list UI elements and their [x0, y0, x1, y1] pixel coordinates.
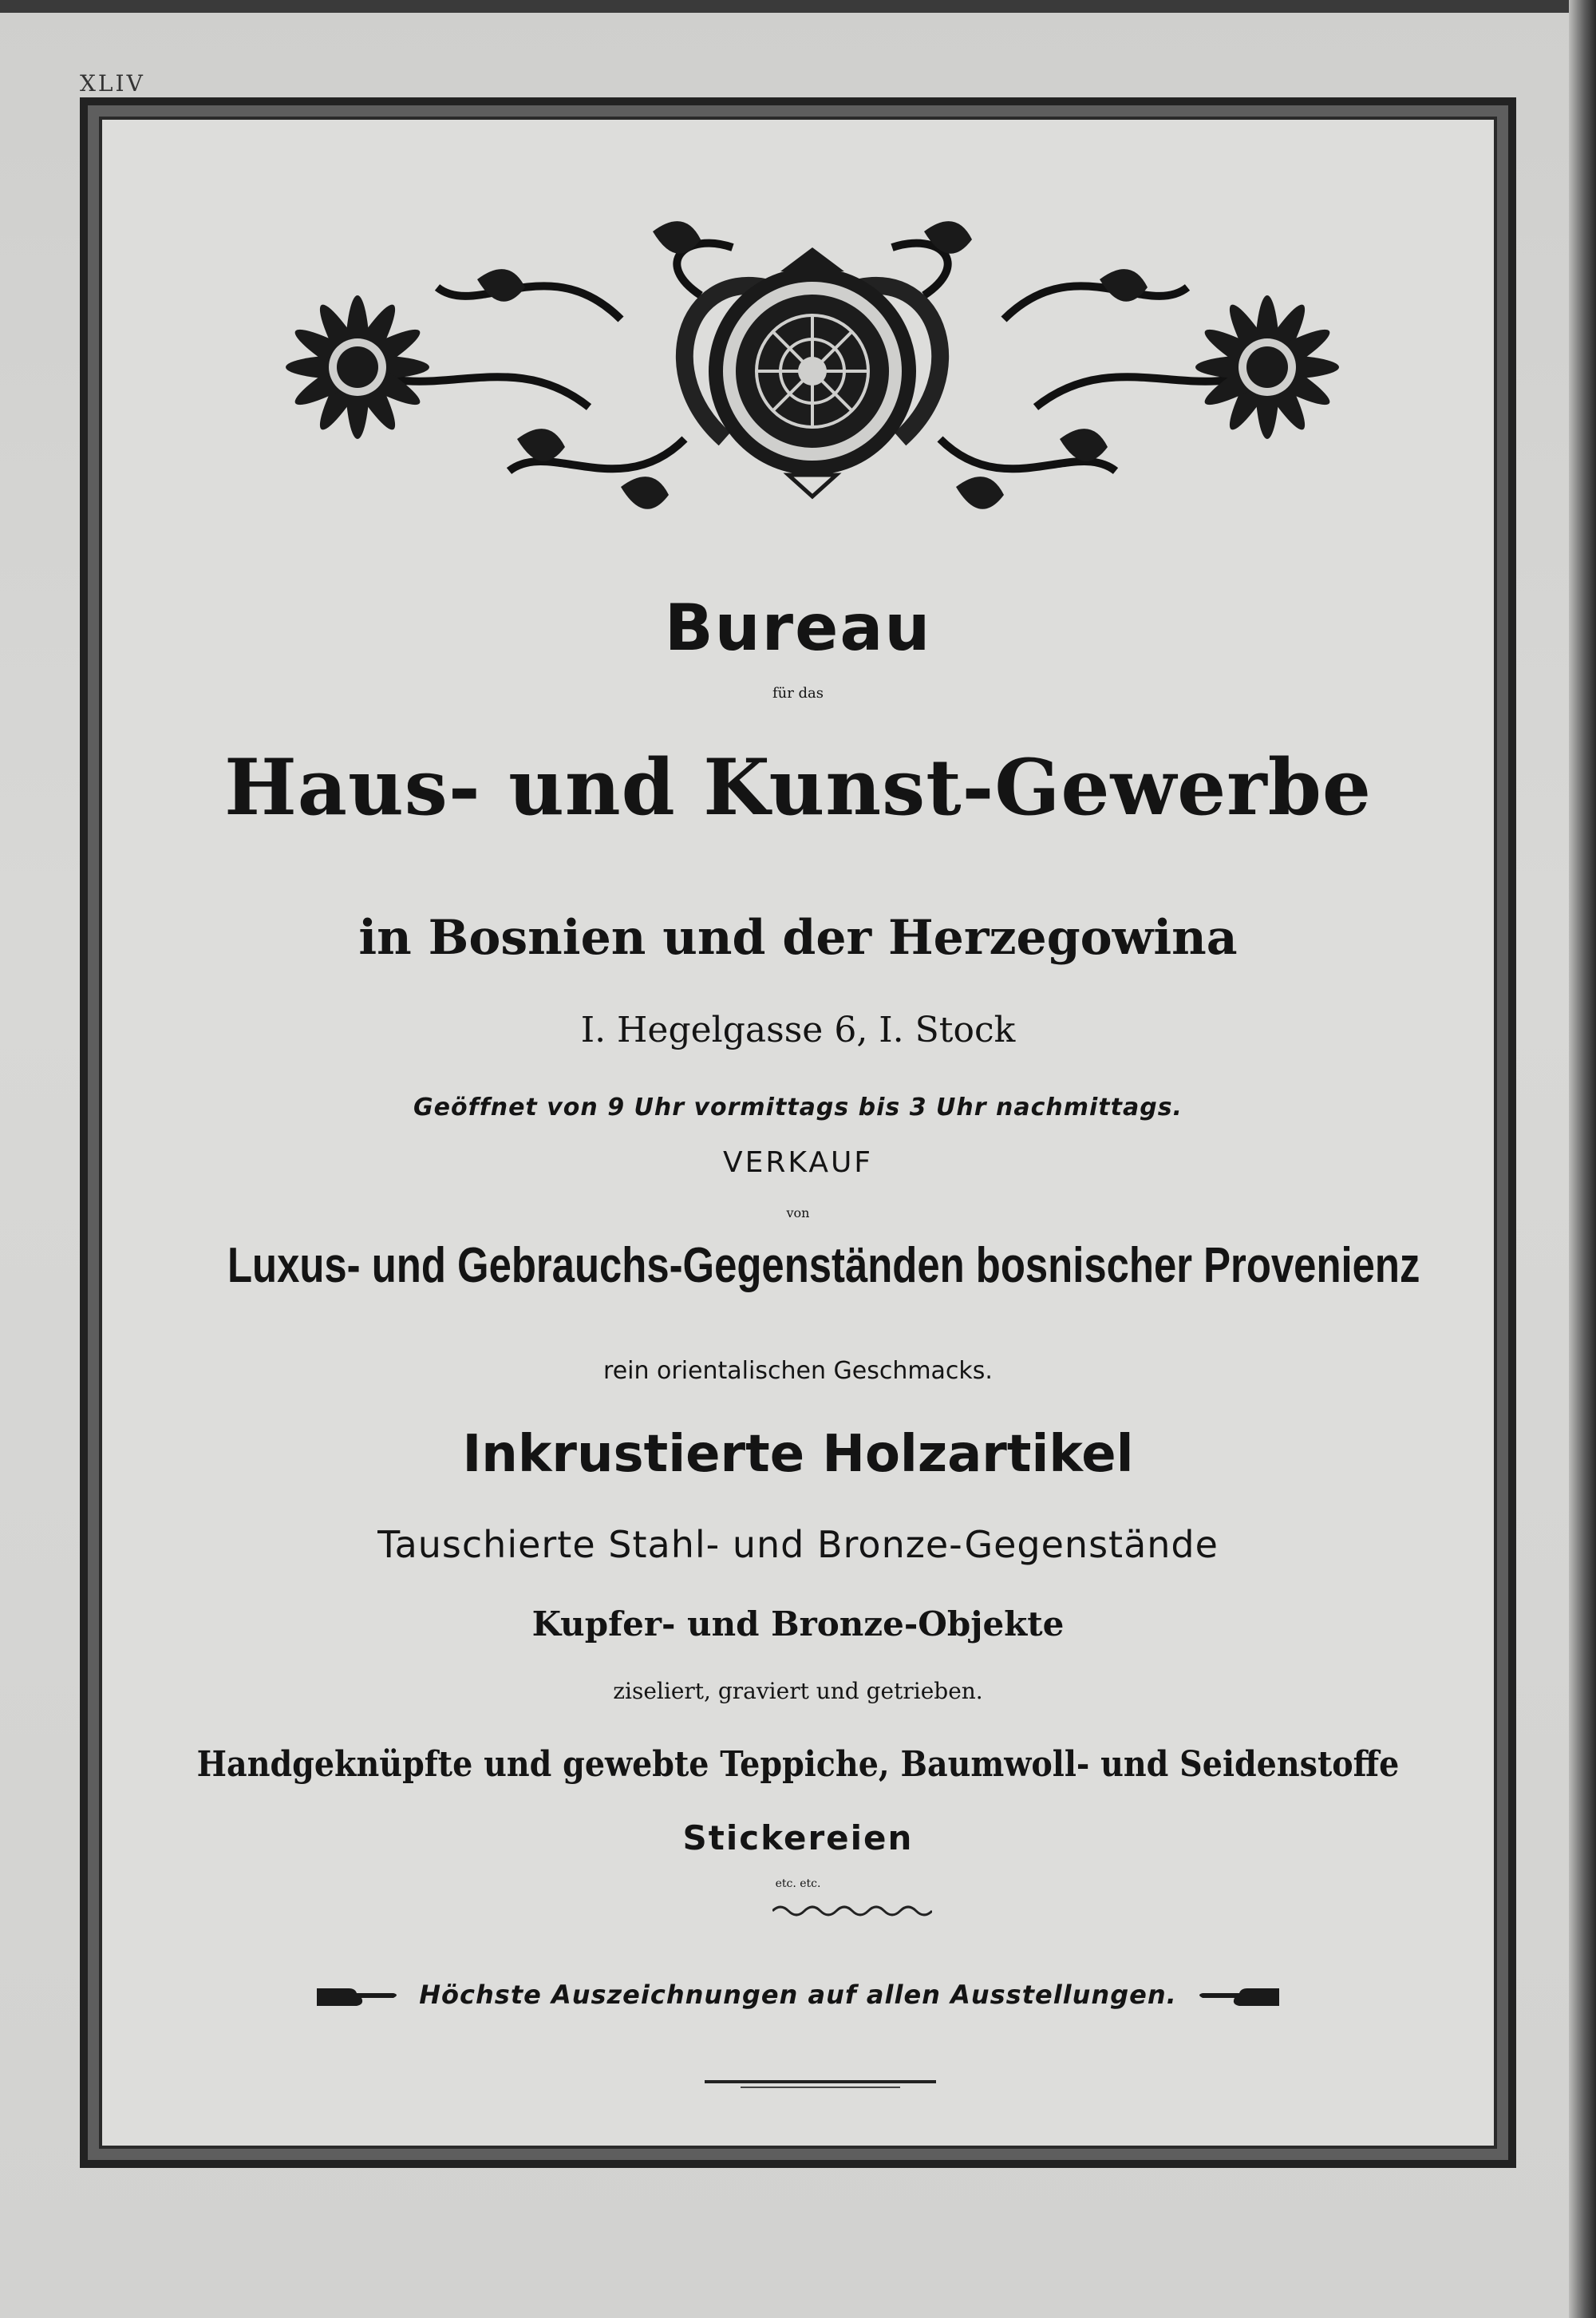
- ad-region: in Bosnien und der Herzegowina: [358, 910, 1238, 966]
- pointing-hand-left-icon: [1195, 1982, 1282, 2007]
- ad-sale-items: Luxus- und Gebrauchs-Gegenständen bosnischer Provenienz: [227, 1238, 1420, 1293]
- ad-awards: Höchste Auszeichnungen auf allen Ausstellungen.: [419, 1980, 1177, 2010]
- ad-opening-hours: Geöffnet von 9 Uhr vormittags bis 3 Uhr nachmittags.: [413, 1094, 1183, 1121]
- ad-product-steel-bronze: Tauschierte Stahl- und Bronze-Gegenstände: [377, 1523, 1219, 1566]
- advertisement-content: [102, 120, 1494, 2146]
- top-scan-edge: [0, 0, 1596, 13]
- advertisement-panel: [99, 117, 1497, 2149]
- right-scan-edge: [1569, 0, 1596, 2318]
- ad-product-textiles: Handgeknüpfte und gewebte Teppiche, Baumwoll- und Seidenstoffe: [196, 1744, 1400, 1785]
- ad-preposition: für das: [772, 685, 824, 702]
- ad-title: Bureau: [664, 591, 932, 665]
- awards-row: [102, 1980, 1494, 2010]
- ad-product-copper: Kupfer- und Bronze-Objekte: [531, 1604, 1065, 1644]
- ad-product-embroidery: Stickereien: [682, 1818, 914, 1857]
- bottom-rule: [705, 2080, 936, 2083]
- ad-address: I. Hegelgasse 6, I. Stock: [580, 1010, 1016, 1050]
- bottom-rule-secondary: [741, 2087, 900, 2088]
- ad-product-wood: Inkrustierte Holzartikel: [462, 1425, 1134, 1484]
- pointing-hand-right-icon: [314, 1982, 401, 2007]
- page-number: XLIV: [80, 70, 145, 97]
- ad-product-copper-detail: ziseliert, graviert und getrieben.: [613, 1678, 983, 1704]
- ad-sale-preposition: von: [786, 1205, 810, 1220]
- ad-sale-style: rein orientalischen Geschmacks.: [603, 1357, 993, 1385]
- ad-subtitle: Haus- und Kunst-Gewerbe: [224, 742, 1372, 833]
- ad-etc: etc. etc.: [775, 1877, 821, 1890]
- floral-ornament-icon: [174, 200, 1451, 535]
- wavy-divider: [772, 1901, 932, 1920]
- advertisement-frame: [80, 97, 1516, 2168]
- ad-sale-heading: VERKAUF: [722, 1146, 874, 1179]
